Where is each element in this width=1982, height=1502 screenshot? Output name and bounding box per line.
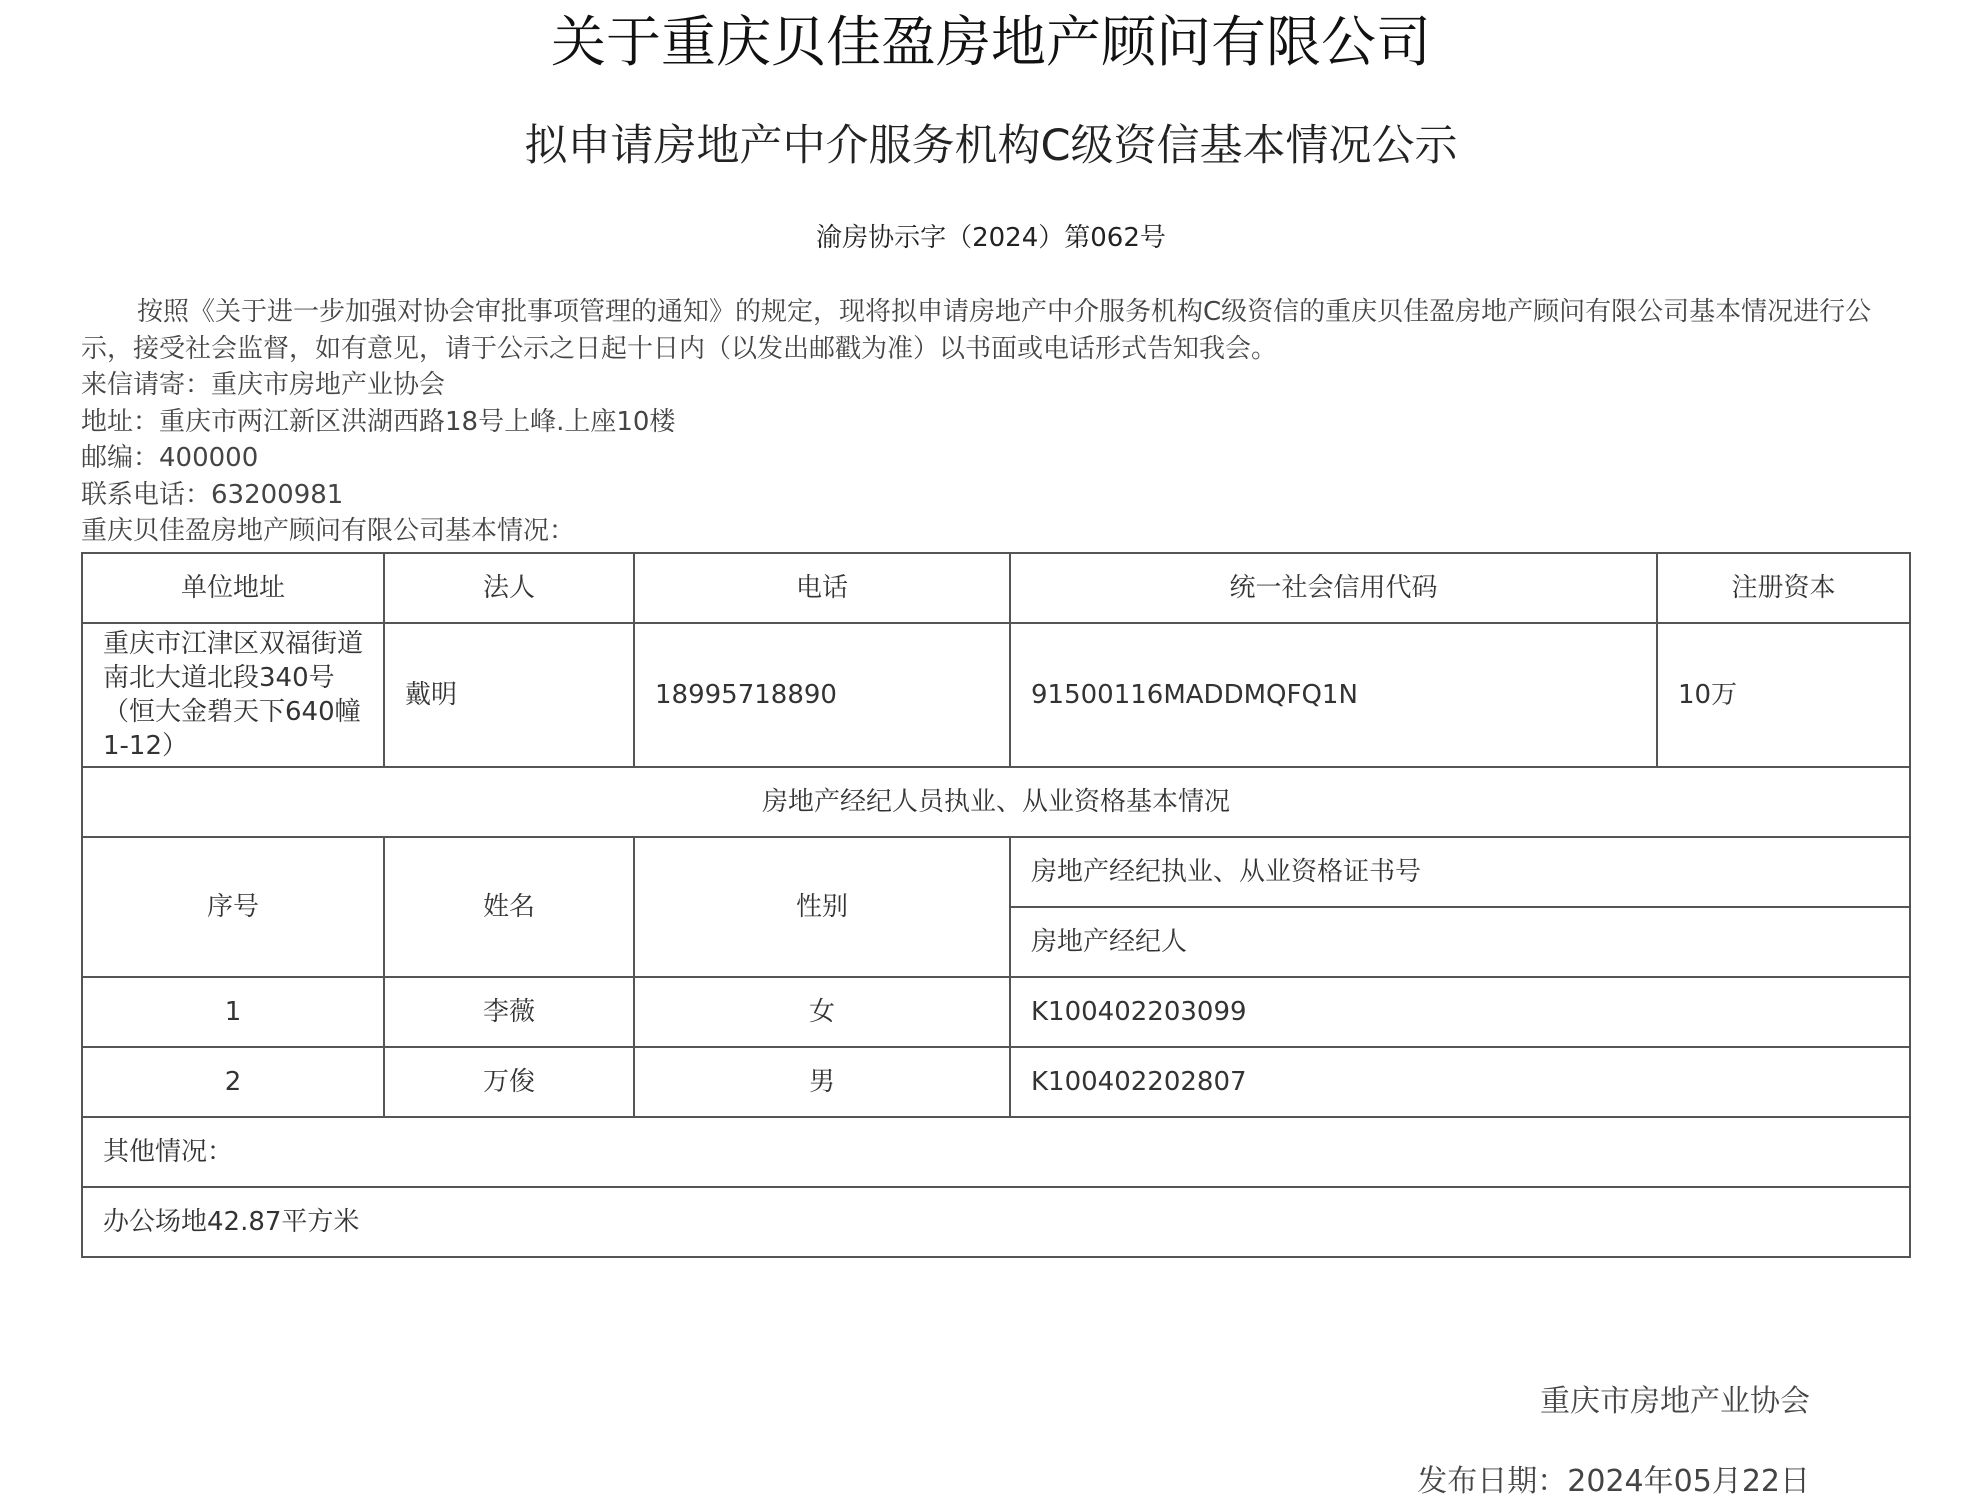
header-cert-number: 房地产经纪执业、从业资格证书号 [1010, 837, 1910, 907]
header-credit-code: 统一社会信用代码 [1010, 553, 1657, 623]
other-value: 办公场地42.87平方米 [82, 1187, 1910, 1257]
document-subtitle: 拟申请房地产中介服务机构C级资信基本情况公示 [524, 121, 1458, 171]
agent-seq: 2 [82, 1047, 384, 1117]
address-line: 地址：重庆市两江新区洪湖西路18号上峰.上座10楼 [81, 406, 676, 437]
issuer-org: 重庆市房地产业协会 [1540, 1384, 1810, 1419]
company-legal-person: 戴明 [384, 623, 634, 767]
header-gender: 性别 [634, 837, 1010, 977]
table-row [82, 977, 1910, 1047]
table-row [82, 1047, 1910, 1117]
agent-name: 万俊 [384, 1047, 634, 1117]
agents-header-row [82, 837, 1910, 907]
agent-gender: 男 [634, 1047, 1010, 1117]
header-seq: 序号 [82, 837, 384, 977]
other-value-row [82, 1187, 1910, 1257]
company-data-row [82, 623, 1910, 767]
header-phone: 电话 [634, 553, 1010, 623]
document-title: 关于重庆贝佳盈房地产顾问有限公司 [550, 10, 1431, 74]
agent-cert: K100402203099 [1010, 977, 1910, 1047]
agent-seq: 1 [82, 977, 384, 1047]
other-label: 其他情况： [82, 1117, 1910, 1187]
company-address: 重庆市江津区双福街道南北大道北段340号（恒大金碧天下640幢1-12） [82, 623, 384, 767]
announcement-body [81, 294, 1911, 550]
header-cert-subtype: 房地产经纪人 [1010, 907, 1910, 977]
publish-date: 发布日期：2024年05月22日 [1417, 1464, 1810, 1499]
agents-section-title-row [82, 767, 1910, 837]
postcode-line: 邮编：400000 [81, 443, 259, 473]
intro-paragraph: 按照《关于进一步加强对协会审批事项管理的通知》的规定，现将拟申请房地产中介服务机构C级资信的重庆贝佳盈房地产顾问有限公司基本情况进行公示，接受社会监督，如有意见，请于公示之日起十日内（以发出邮戳为准）以书面或电话形式告知我会。 [81, 297, 1872, 364]
agent-gender: 女 [634, 977, 1010, 1047]
agent-name: 李薇 [384, 977, 634, 1047]
other-label-row [82, 1117, 1910, 1187]
company-header-row [82, 553, 1910, 623]
company-phone: 18995718890 [634, 623, 1010, 767]
company-capital: 10万 [1657, 623, 1910, 767]
header-legal-person: 法人 [384, 553, 634, 623]
header-capital: 注册资本 [1657, 553, 1910, 623]
header-address: 单位地址 [82, 553, 384, 623]
document-number: 渝房协示字（2024）第062号 [816, 223, 1166, 253]
agent-cert: K100402202807 [1010, 1047, 1910, 1117]
agents-section-title: 房地产经纪人员执业、从业资格基本情况 [82, 767, 1910, 837]
header-name: 姓名 [384, 837, 634, 977]
basic-info-heading: 重庆贝佳盈房地产顾问有限公司基本情况： [81, 516, 576, 546]
info-table [81, 552, 1911, 1258]
mail-to-line: 来信请寄：重庆市房地产业协会 [81, 370, 446, 400]
company-credit-code: 91500116MADDMQFQ1N [1010, 623, 1657, 767]
phone-line: 联系电话：63200981 [81, 479, 344, 510]
